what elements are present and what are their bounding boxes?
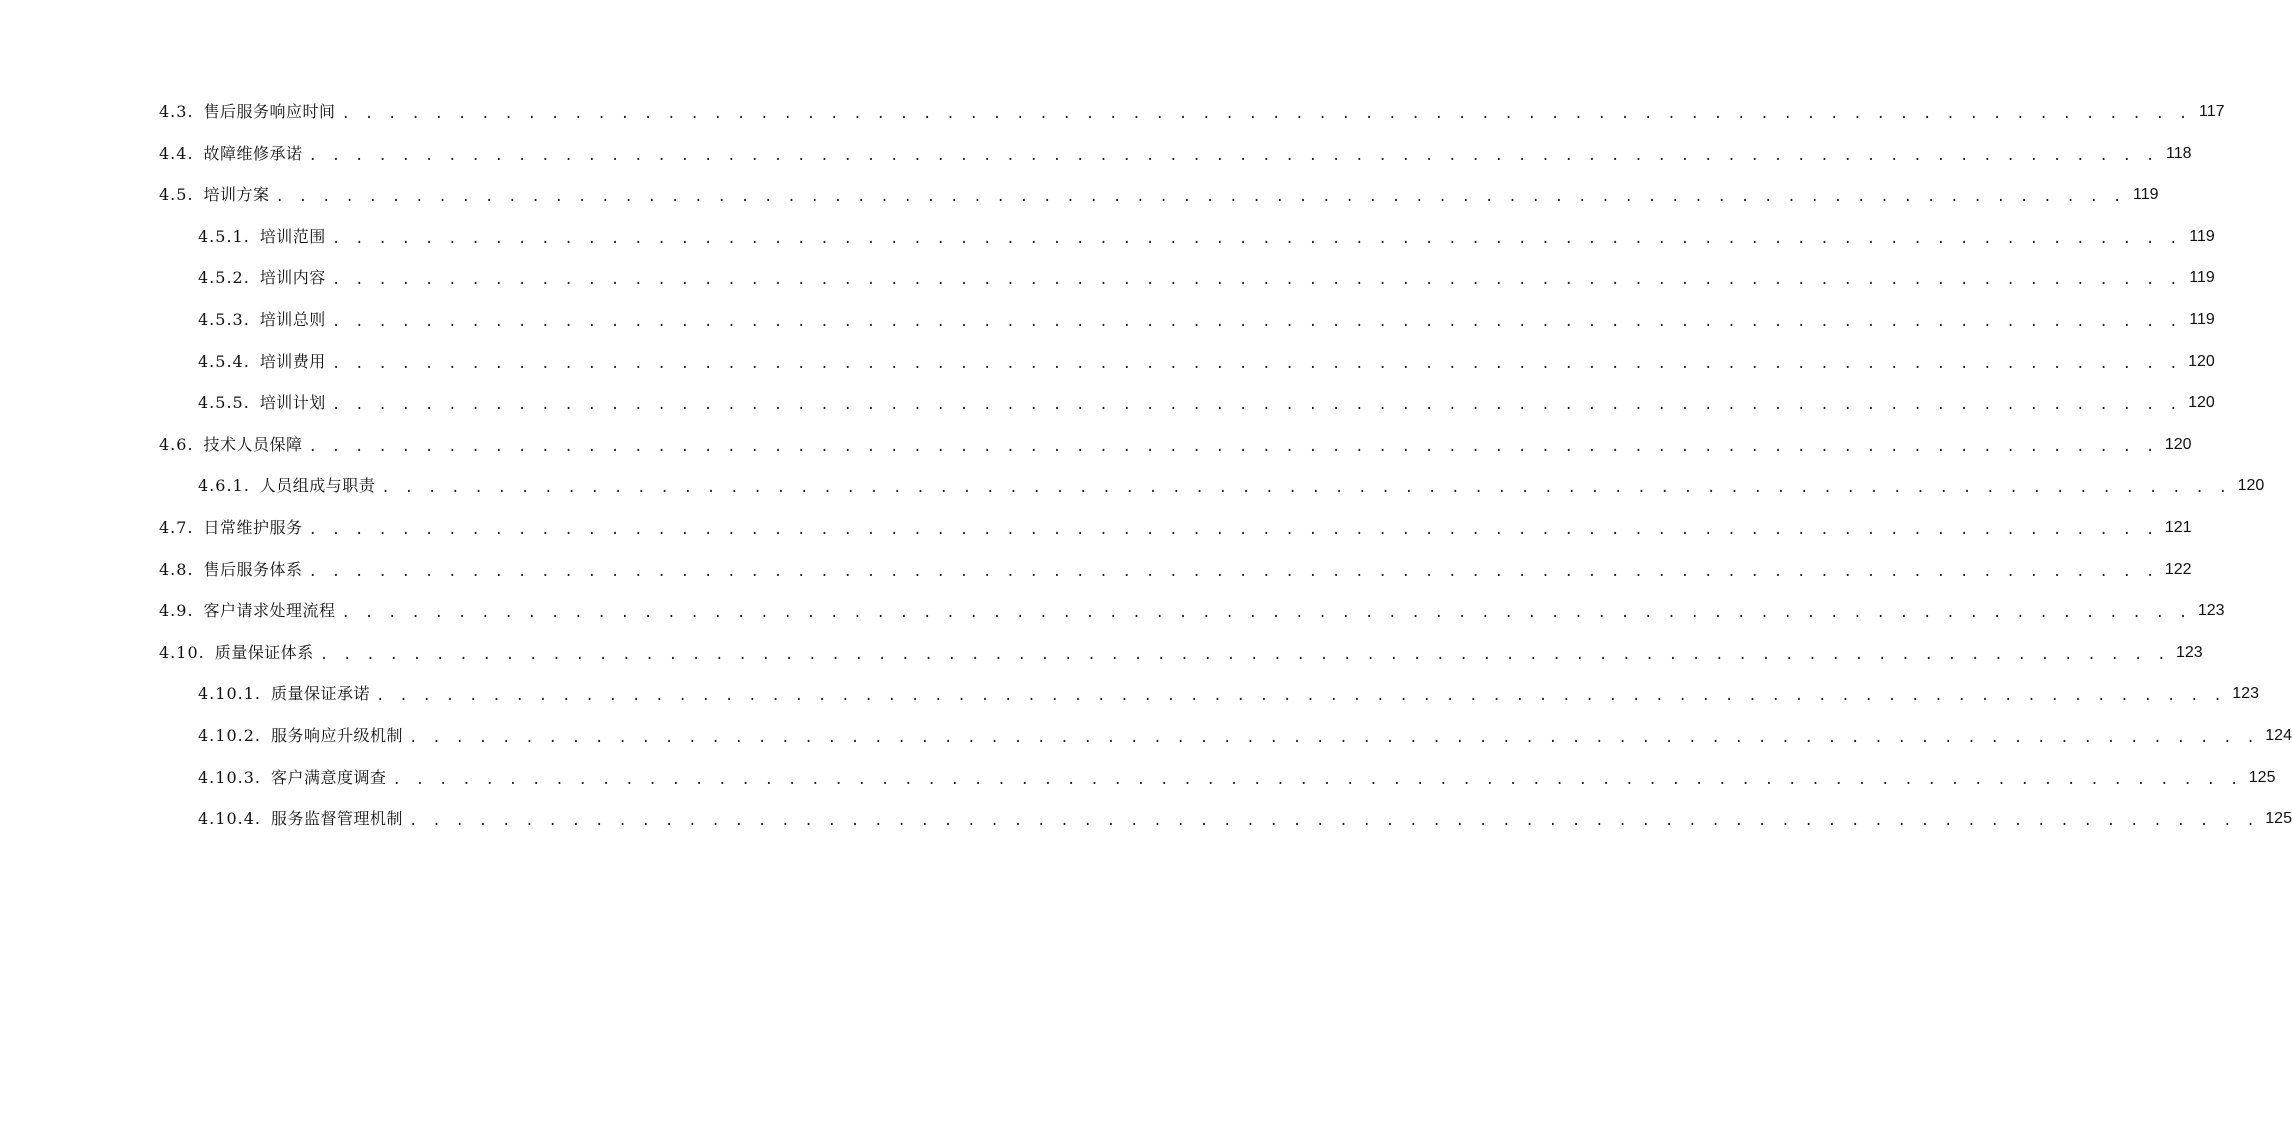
toc-entry-title: 培训计划	[259, 393, 326, 413]
toc-entry-number: 4.10.	[159, 642, 205, 662]
toc-entry[interactable]	[198, 470, 2265, 502]
toc-entry-number: 4.3.	[159, 102, 194, 121]
toc-entry-number: 4.5.5.	[198, 393, 250, 413]
toc-entry-number: 4.5.2.	[198, 268, 250, 288]
toc-entry[interactable]	[159, 637, 2203, 669]
toc-entry[interactable]	[198, 262, 2215, 294]
toc-entry-number: 4.8.	[159, 559, 194, 579]
toc-entry-page-number: 119	[2189, 311, 2215, 328]
toc-entry-page-number: 121	[2164, 519, 2192, 536]
toc-entry-number: 4.6.1.	[198, 476, 250, 496]
toc-entry[interactable]	[198, 346, 2215, 378]
toc-entry-title: 客户请求处理流程	[203, 601, 336, 621]
toc-entry-title: 客户满意度调查	[270, 767, 387, 787]
toc-dot-leader: . . . . . . . . . . . . . . . . . . . . . . . . . . . . . . . . . . . . . . . . . . . . . . . . . . . . . . . . . . . . . . . . . . . . . . . . . . . . . . . .	[341, 605, 2191, 622]
toc-entry[interactable]	[198, 387, 2215, 419]
toc-entry-page-number: 118	[2166, 144, 2192, 162]
toc-entry-number: 4.5.	[159, 185, 194, 205]
toc-entry[interactable]	[198, 221, 2215, 253]
toc-dot-leader: . . . . . . . . . . . . . . . . . . . . . . . . . . . . . . . . . . . . . . . . . . . . . . . . . . . . . . . . . . . . . . . . . . . . . . . . . . . . . . . .	[381, 480, 2231, 497]
toc-dot-leader: . . . . . . . . . . . . . . . . . . . . . . . . . . . . . . . . . . . . . . . . . . . . . . . . . . . . . . . . . . . . . . . . . . . . . . . . . . . . . . . .	[308, 563, 2158, 580]
toc-entry-number: 4.9.	[159, 601, 194, 621]
toc-entry-title: 培训费用	[259, 351, 326, 371]
toc-entry-number: 4.10.2.	[198, 726, 261, 745]
toc-entry-title: 培训总则	[259, 310, 326, 329]
toc-dot-leader: . . . . . . . . . . . . . . . . . . . . . . . . . . . . . . . . . . . . . . . . . . . . . . . . . . . . . . . . . . . . . . . . . . . . . . . . . . . . . . . .	[409, 730, 2258, 746]
toc-entry[interactable]	[159, 96, 2225, 128]
toc-entry-number: 4.5.4.	[198, 351, 250, 371]
toc-entry-title: 服务监督管理机制	[270, 809, 403, 829]
toc-entry-title: 质量保证体系	[214, 642, 314, 662]
toc-dot-leader: . . . . . . . . . . . . . . . . . . . . . . . . . . . . . . . . . . . . . . . . . . . . . . . . . . . . . . . . . . . . . . . . . . . . . . . . . . . . . . . .	[376, 688, 2225, 705]
toc-entry[interactable]	[159, 595, 2225, 627]
toc-entry-page-number: 122	[2164, 560, 2192, 578]
toc-dot-leader: . . . . . . . . . . . . . . . . . . . . . . . . . . . . . . . . . . . . . . . . . . . . . . . . . . . . . . . . . . . . . . . . . . . . . . . . . . . . . . . .	[331, 397, 2181, 414]
toc-entry-number: 4.5.3.	[198, 310, 250, 329]
toc-entry-title: 培训范围	[259, 226, 326, 246]
toc-entry-page-number: 119	[2189, 269, 2215, 287]
toc-dot-leader: . . . . . . . . . . . . . . . . . . . . . . . . . . . . . . . . . . . . . . . . . . . . . . . . . . . . . . . . . . . . . . . . . . . . . . . . . . . . . . . .	[331, 272, 2181, 289]
toc-entry[interactable]	[198, 762, 2276, 794]
toc-entry-number: 4.4.	[159, 143, 194, 163]
toc-entry[interactable]	[159, 179, 2159, 211]
toc-entry[interactable]	[198, 803, 2292, 835]
toc-entry-page-number: 120	[2188, 394, 2215, 412]
toc-entry-page-number: 117	[2199, 103, 2225, 120]
toc-entry-title: 售后服务体系	[203, 559, 303, 579]
toc-entry-title: 故障维修承诺	[203, 143, 303, 163]
toc-dot-leader: . . . . . . . . . . . . . . . . . . . . . . . . . . . . . . . . . . . . . . . . . . . . . . . . . . . . . . . . . . . . . . . . . . . . . . . . . . . . . . . .	[409, 813, 2258, 830]
toc-entry[interactable]	[159, 554, 2192, 586]
toc-entry[interactable]	[159, 429, 2192, 461]
toc-entry-number: 4.7.	[159, 518, 194, 537]
toc-dot-leader: . . . . . . . . . . . . . . . . . . . . . . . . . . . . . . . . . . . . . . . . . . . . . . . . . . . . . . . . . . . . . . . . . . . . . . . . . . . . . . . .	[308, 522, 2158, 538]
toc-entry-page-number: 120	[2188, 352, 2215, 370]
toc-entry-title: 培训方案	[203, 185, 270, 205]
toc-entry-number: 4.10.3.	[198, 767, 261, 787]
toc-entry-title: 培训内容	[259, 268, 326, 288]
toc-entry-number: 4.10.1.	[198, 684, 261, 704]
toc-entry-title: 服务响应升级机制	[270, 726, 403, 745]
toc-entry-number: 4.5.1.	[198, 226, 250, 246]
toc-dot-leader: . . . . . . . . . . . . . . . . . . . . . . . . . . . . . . . . . . . . . . . . . . . . . . . . . . . . . . . . . . . . . . . . . . . . . . . . . . . . . . . .	[319, 646, 2169, 663]
toc-dot-leader: . . . . . . . . . . . . . . . . . . . . . . . . . . . . . . . . . . . . . . . . . . . . . . . . . . . . . . . . . . . . . . . . . . . . . . . . . . . . . . . .	[331, 314, 2181, 330]
toc-dot-leader: . . . . . . . . . . . . . . . . . . . . . . . . . . . . . . . . . . . . . . . . . . . . . . . . . . . . . . . . . . . . . . . . . . . . . . . . . . . . . . . .	[308, 438, 2158, 455]
toc-entry-page-number: 119	[2189, 227, 2215, 245]
toc-entry-page-number: 120	[2237, 477, 2265, 495]
toc-entry-title: 质量保证承诺	[270, 684, 370, 704]
toc-dot-leader: . . . . . . . . . . . . . . . . . . . . . . . . . . . . . . . . . . . . . . . . . . . . . . . . . . . . . . . . . . . . . . . . . . . . . . . . . . . . . . . .	[275, 189, 2125, 206]
toc-entry[interactable]	[198, 678, 2259, 710]
toc-dot-leader: . . . . . . . . . . . . . . . . . . . . . . . . . . . . . . . . . . . . . . . . . . . . . . . . . . . . . . . . . . . . . . . . . . . . . . . . . . . . . . . .	[331, 230, 2181, 247]
toc-dot-leader: . . . . . . . . . . . . . . . . . . . . . . . . . . . . . . . . . . . . . . . . . . . . . . . . . . . . . . . . . . . . . . . . . . . . . . . . . . . . . . . .	[308, 147, 2158, 164]
toc-entry[interactable]	[159, 512, 2192, 544]
toc-entry-title: 技术人员保障	[203, 434, 303, 454]
toc-dot-leader: . . . . . . . . . . . . . . . . . . . . . . . . . . . . . . . . . . . . . . . . . . . . . . . . . . . . . . . . . . . . . . . . . . . . . . . . . . . . . . . .	[341, 106, 2191, 122]
toc-entry-page-number: 124	[2265, 727, 2292, 744]
toc-entry-page-number: 120	[2164, 435, 2192, 453]
toc-entry[interactable]	[159, 138, 2192, 170]
toc-dot-leader: . . . . . . . . . . . . . . . . . . . . . . . . . . . . . . . . . . . . . . . . . . . . . . . . . . . . . . . . . . . . . . . . . . . . . . . . . . . . . . . .	[392, 771, 2242, 788]
toc-dot-leader: . . . . . . . . . . . . . . . . . . . . . . . . . . . . . . . . . . . . . . . . . . . . . . . . . . . . . . . . . . . . . . . . . . . . . . . . . . . . . . . .	[331, 355, 2181, 372]
toc-entry[interactable]	[198, 720, 2292, 752]
toc-entry-number: 4.6.	[159, 434, 194, 454]
toc-entry-page-number: 125	[2248, 768, 2276, 786]
toc-entry-page-number: 119	[2133, 186, 2159, 204]
toc-entry-page-number: 123	[2176, 643, 2203, 661]
toc-entry-page-number: 125	[2265, 810, 2292, 828]
toc-entry-page-number: 123	[2232, 685, 2259, 703]
toc-entry-number: 4.10.4.	[198, 809, 261, 829]
toc-entry[interactable]	[198, 304, 2215, 336]
toc-entry-title: 售后服务响应时间	[203, 102, 336, 121]
toc-entry-title: 日常维护服务	[203, 518, 303, 537]
toc-entry-page-number: 123	[2197, 602, 2225, 620]
toc-entry-title: 人员组成与职责	[259, 476, 376, 496]
